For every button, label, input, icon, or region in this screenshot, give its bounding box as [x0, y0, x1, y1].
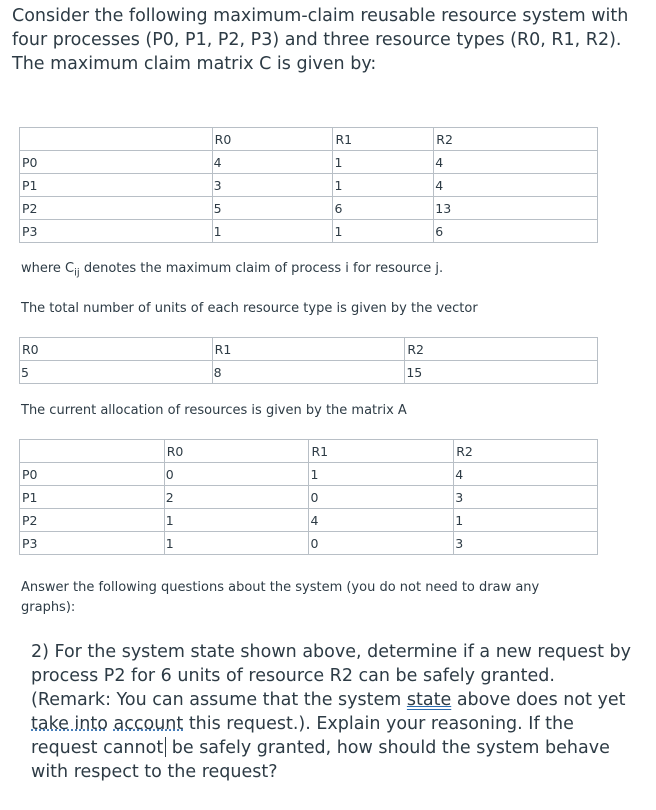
allocation-cell: 4: [309, 509, 454, 532]
claim-cell: 3: [212, 174, 333, 197]
process-label: P1: [20, 174, 213, 197]
allocation-cell: 0: [309, 532, 454, 555]
claim-header-cell: [20, 128, 213, 151]
allocation-note: The current allocation of resources is given by the matrix A: [21, 403, 407, 418]
claim-row: [20, 174, 598, 197]
claim-cell: 5: [212, 197, 333, 220]
claim-row: [20, 220, 598, 243]
allocation-row: [20, 486, 598, 509]
process-label: P2: [20, 509, 165, 532]
claim-row: [20, 151, 598, 174]
allocation-header-cell: R2: [454, 440, 598, 463]
claim-header-cell: R2: [434, 128, 598, 151]
allocation-header-row: [20, 440, 598, 463]
question-paragraph: [31, 640, 636, 784]
allocation-header-cell: [20, 440, 165, 463]
spellcheck-underline-account[interactable]: account: [113, 714, 184, 734]
allocation-cell: 1: [164, 532, 309, 555]
question-text: this request.). Explain your reasoning. If the request cannot: [31, 714, 574, 758]
where-note: [21, 259, 443, 284]
intro-paragraph: Consider the following maximum-claim reusable resource system with four processes (P0, P1, P2, P3) and three resource types (R0, R1, R2). The maximum claim matrix C is given by:: [12, 6, 629, 74]
allocation-row: [20, 463, 598, 486]
allocation-row: [20, 509, 598, 532]
claim-cell: 1: [212, 220, 333, 243]
question-text: 2) For the system state shown above, determine if a new request by process P2 for 6 units of resource R2 can be safely granted. (Remark: You can assume that the system: [31, 642, 631, 710]
process-label: P3: [20, 532, 165, 555]
allocation-header-cell: R0: [164, 440, 309, 463]
claim-cell: 6: [333, 197, 434, 220]
allocation-cell: 4: [454, 463, 598, 486]
claim-header-cell: R0: [212, 128, 333, 151]
answer-note: Answer the following questions about the system (you do not need to draw any graphs):: [21, 580, 540, 615]
allocation-cell: 0: [309, 486, 454, 509]
total-vector-table: [19, 337, 598, 384]
claim-cell: 4: [434, 151, 598, 174]
allocation-cell: 3: [454, 486, 598, 509]
spellcheck-underline-state[interactable]: state: [406, 690, 452, 710]
allocation-cell: 1: [164, 509, 309, 532]
claim-header-cell: R1: [333, 128, 434, 151]
process-label: P2: [20, 197, 213, 220]
process-label: P0: [20, 151, 213, 174]
total-cell: 8: [212, 361, 405, 384]
total-header-row: [20, 338, 598, 361]
allocation-cell: 3: [454, 532, 598, 555]
where-note-suffix: denotes the maximum claim of process i for resource j.: [79, 261, 444, 276]
allocation-row: [20, 532, 598, 555]
claim-cell: 1: [333, 220, 434, 243]
where-note-subscript: ij: [74, 267, 80, 279]
allocation-cell: 2: [164, 486, 309, 509]
allocation-cell: 1: [454, 509, 598, 532]
total-header-cell: R0: [20, 338, 213, 361]
allocation-cell: 0: [164, 463, 309, 486]
claim-cell: 13: [434, 197, 598, 220]
claim-cell: 4: [434, 174, 598, 197]
question-text: be safely granted, how should the system behave with respect to the request?: [31, 738, 610, 782]
claim-cell: 1: [333, 151, 434, 174]
claim-cell: 6: [434, 220, 598, 243]
spellcheck-underline-take-into[interactable]: take into: [31, 714, 108, 734]
process-label: P0: [20, 463, 165, 486]
process-label: P1: [20, 486, 165, 509]
claim-header-row: [20, 128, 598, 151]
total-cell: 15: [405, 361, 598, 384]
total-header-cell: R1: [212, 338, 405, 361]
allocation-matrix-table: [19, 439, 598, 555]
question-text: above does not yet: [451, 690, 626, 710]
where-note-prefix: where C: [21, 261, 75, 276]
claim-cell: 4: [212, 151, 333, 174]
total-header-cell: R2: [405, 338, 598, 361]
claim-row: [20, 197, 598, 220]
total-cell: 5: [20, 361, 213, 384]
claim-cell: 1: [333, 174, 434, 197]
process-label: P3: [20, 220, 213, 243]
claim-matrix-table: [19, 127, 598, 243]
allocation-header-cell: R1: [309, 440, 454, 463]
total-values-row: [20, 361, 598, 384]
total-note: The total number of units of each resource type is given by the vector: [21, 301, 478, 316]
allocation-cell: 1: [309, 463, 454, 486]
